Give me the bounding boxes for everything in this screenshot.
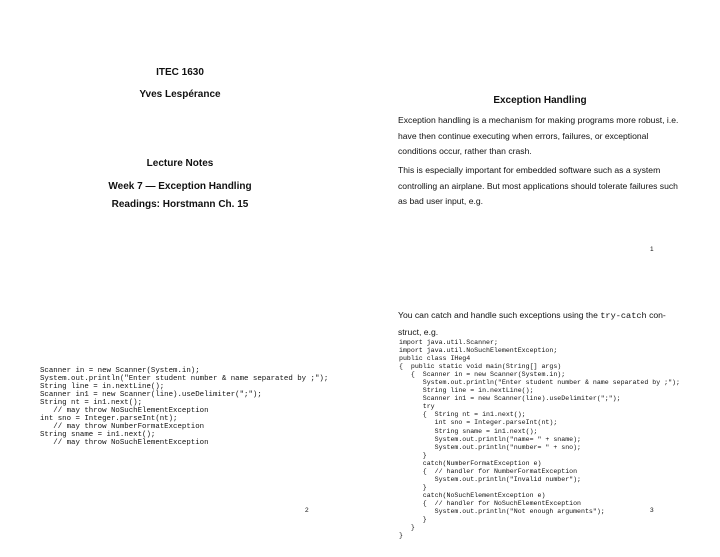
lecture-notes-label: Lecture Notes <box>146 158 214 169</box>
page-number: 2 <box>305 507 309 514</box>
page-number: 3 <box>650 507 654 514</box>
slide-try-catch <box>360 278 720 557</box>
paragraph-2: This is especially important for embedded software such as a system controlling an airplane. But most applications should tolerate failures such as bad user input, e.g. <box>398 165 678 206</box>
code-block: import java.util.Scanner; import java.util.NoSuchElementException; public class IHeg4 { public static void main(String[] args) { Scanner in = new Scanner(System.in); System.out.println("Enter student number & name separated by ;"); String line = in.nextLine(); Scanner in1 = new Scanner(line).useDelimiter(";"); try { String nt = in1.next(); int sno = Integer.parseInt(nt); String sname = in1.next(); System.out.println("name= " + sname); System.out.println("number= " + sno); } catch(NumberFormatException e) { // handler for NumberFormatException System.out.println("Invalid number"); } catch(NoSuchElementException e) { // handler for NoSuchElementException System.out.println("Not enough arguments"); } } } <box>399 339 680 540</box>
inline-code: try-catch <box>600 311 647 321</box>
week-title: Week 7 — Exception Handling <box>108 181 252 192</box>
intro-before: You can catch and handle such exceptions using the <box>398 310 601 320</box>
readings: Readings: Horstmann Ch. 15 <box>111 199 249 210</box>
intro-text <box>398 308 688 340</box>
paragraph-1: Exception handling is a mechanism for making programs more robust, i.e. have then continue executing when errors, failures, or exceptional conditions occur, rather than crash. <box>398 115 679 156</box>
slide-heading: Exception Handling <box>493 95 587 106</box>
slide-title <box>0 0 360 278</box>
code-block: Scanner in = new Scanner(System.in); System.out.println("Enter student number & name separated by ;"); String line = in.nextLine(); Scanner in1 = new Scanner(line).useDelimiter(";"); String nt = in1.next(); // may throw NoSuchElementException int sno = Integer.parseInt(nt); // may throw NumberFormatException String sname = in1.next(); // may throw NoSuchElementException <box>40 367 329 448</box>
slide-code-example <box>0 278 360 557</box>
course-code: ITEC 1630 <box>156 67 204 78</box>
slide-exception-handling <box>360 0 720 278</box>
intro-after: con-struct, e.g. <box>398 310 666 337</box>
page-number: 1 <box>650 246 654 253</box>
author-name: Yves Lespérance <box>139 89 221 100</box>
